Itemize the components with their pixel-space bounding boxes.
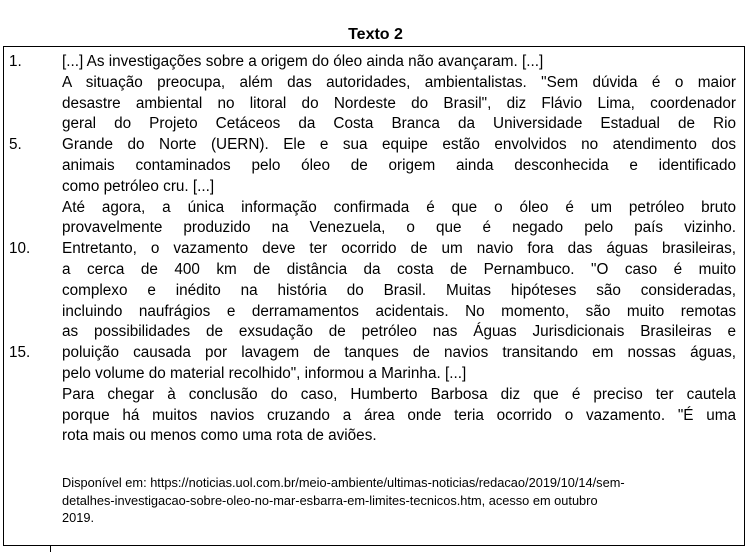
line-text: como petróleo cru. [...]: [62, 177, 215, 195]
line-text: geral do Projeto Cetáceos da Costa Branca da Universidade Estadual de Rio: [62, 115, 736, 133]
text-line: [0, 260, 751, 281]
line-number: 15.: [9, 344, 31, 362]
text-line: [0, 94, 751, 115]
text-line: [0, 406, 751, 427]
line-text: as possibilidades de exsudação de petróleo nas Águas Jurisdicionais Brasileiras e: [62, 323, 736, 341]
text-line: [0, 114, 751, 135]
source-citation: [62, 474, 738, 527]
text-line: [0, 385, 751, 406]
text-line: [0, 239, 751, 260]
line-number: 5.: [9, 136, 22, 154]
line-text: Entretanto, o vazamento deve ter ocorrido de um navio fora das águas brasileiras,: [62, 240, 736, 258]
line-text: incluindo naufrágios e derramamentos acidentais. No momento, são muito remotas: [62, 302, 736, 320]
text-line: [0, 218, 751, 239]
text-line: [0, 73, 751, 94]
text-line: [0, 135, 751, 156]
text-line: [0, 177, 751, 198]
line-text: complexo e inédito na história do Brasil. Muitas hipóteses são consideradas,: [62, 281, 736, 299]
line-text: pelo volume do material recolhido", informou a Marinha. [...]: [62, 364, 467, 382]
line-text: a cerca de 400 km de distância da costa de Pernambuco. "O caso é muito: [62, 260, 736, 278]
citation-line: Disponível em: https://noticias.uol.com.br/meio-ambiente/ultimas-noticias/redacao/2019/10/14/sem-: [62, 475, 625, 490]
line-text: porque há muitos navios cruzando a área onde teria ocorrido o vazamento. "É uma: [62, 406, 736, 424]
text-line: [0, 156, 751, 177]
line-text: animais contaminados pelo óleo de origem ainda desconhecida e identificado: [62, 156, 736, 174]
text-line: [0, 343, 751, 364]
text-line: [0, 302, 751, 323]
text-line: [0, 322, 751, 343]
line-text: Para chegar à conclusão do caso, Humberto Barbosa diz que é preciso ter cautela: [62, 385, 736, 403]
text-line: [0, 281, 751, 302]
text-line: [0, 426, 751, 447]
line-number: 1.: [9, 53, 22, 70]
line-text: [...] As investigações sobre a origem do óleo ainda não avançaram. [...]: [62, 53, 544, 70]
table-divider: [50, 546, 51, 552]
line-text: poluição causada por lavagem de tanques de navios transitando em nossas águas,: [62, 344, 736, 362]
line-text: desastre ambiental no litoral do Nordeste do Brasil", diz Flávio Lima, coordenador: [62, 94, 736, 112]
line-text: Até agora, a única informação confirmada é que o óleo é um petróleo bruto: [62, 198, 736, 216]
line-text: A situação preocupa, além das autoridades, ambientalistas. "Sem dúvida é o maior: [62, 73, 736, 91]
line-number: 10.: [9, 240, 31, 258]
document-title: Texto 2: [348, 26, 403, 43]
line-text: Grande do Norte (UERN). Ele e sua equipe estão envolvidos no atendimento dos: [62, 136, 736, 154]
text-body: [0, 52, 751, 447]
text-line: [0, 52, 751, 73]
line-text: provavelmente produzido na Venezuela, o que é negado pelo país vizinho.: [62, 219, 736, 237]
citation-line: 2019.: [62, 510, 95, 525]
text-line: [0, 198, 751, 219]
text-line: [0, 364, 751, 385]
line-text: rota mais ou menos como uma rota de aviões.: [62, 427, 377, 445]
citation-line: detalhes-investigacao-sobre-oleo-no-mar-esbarra-em-limites-tecnicos.htm, acesso em outubro: [62, 492, 598, 508]
